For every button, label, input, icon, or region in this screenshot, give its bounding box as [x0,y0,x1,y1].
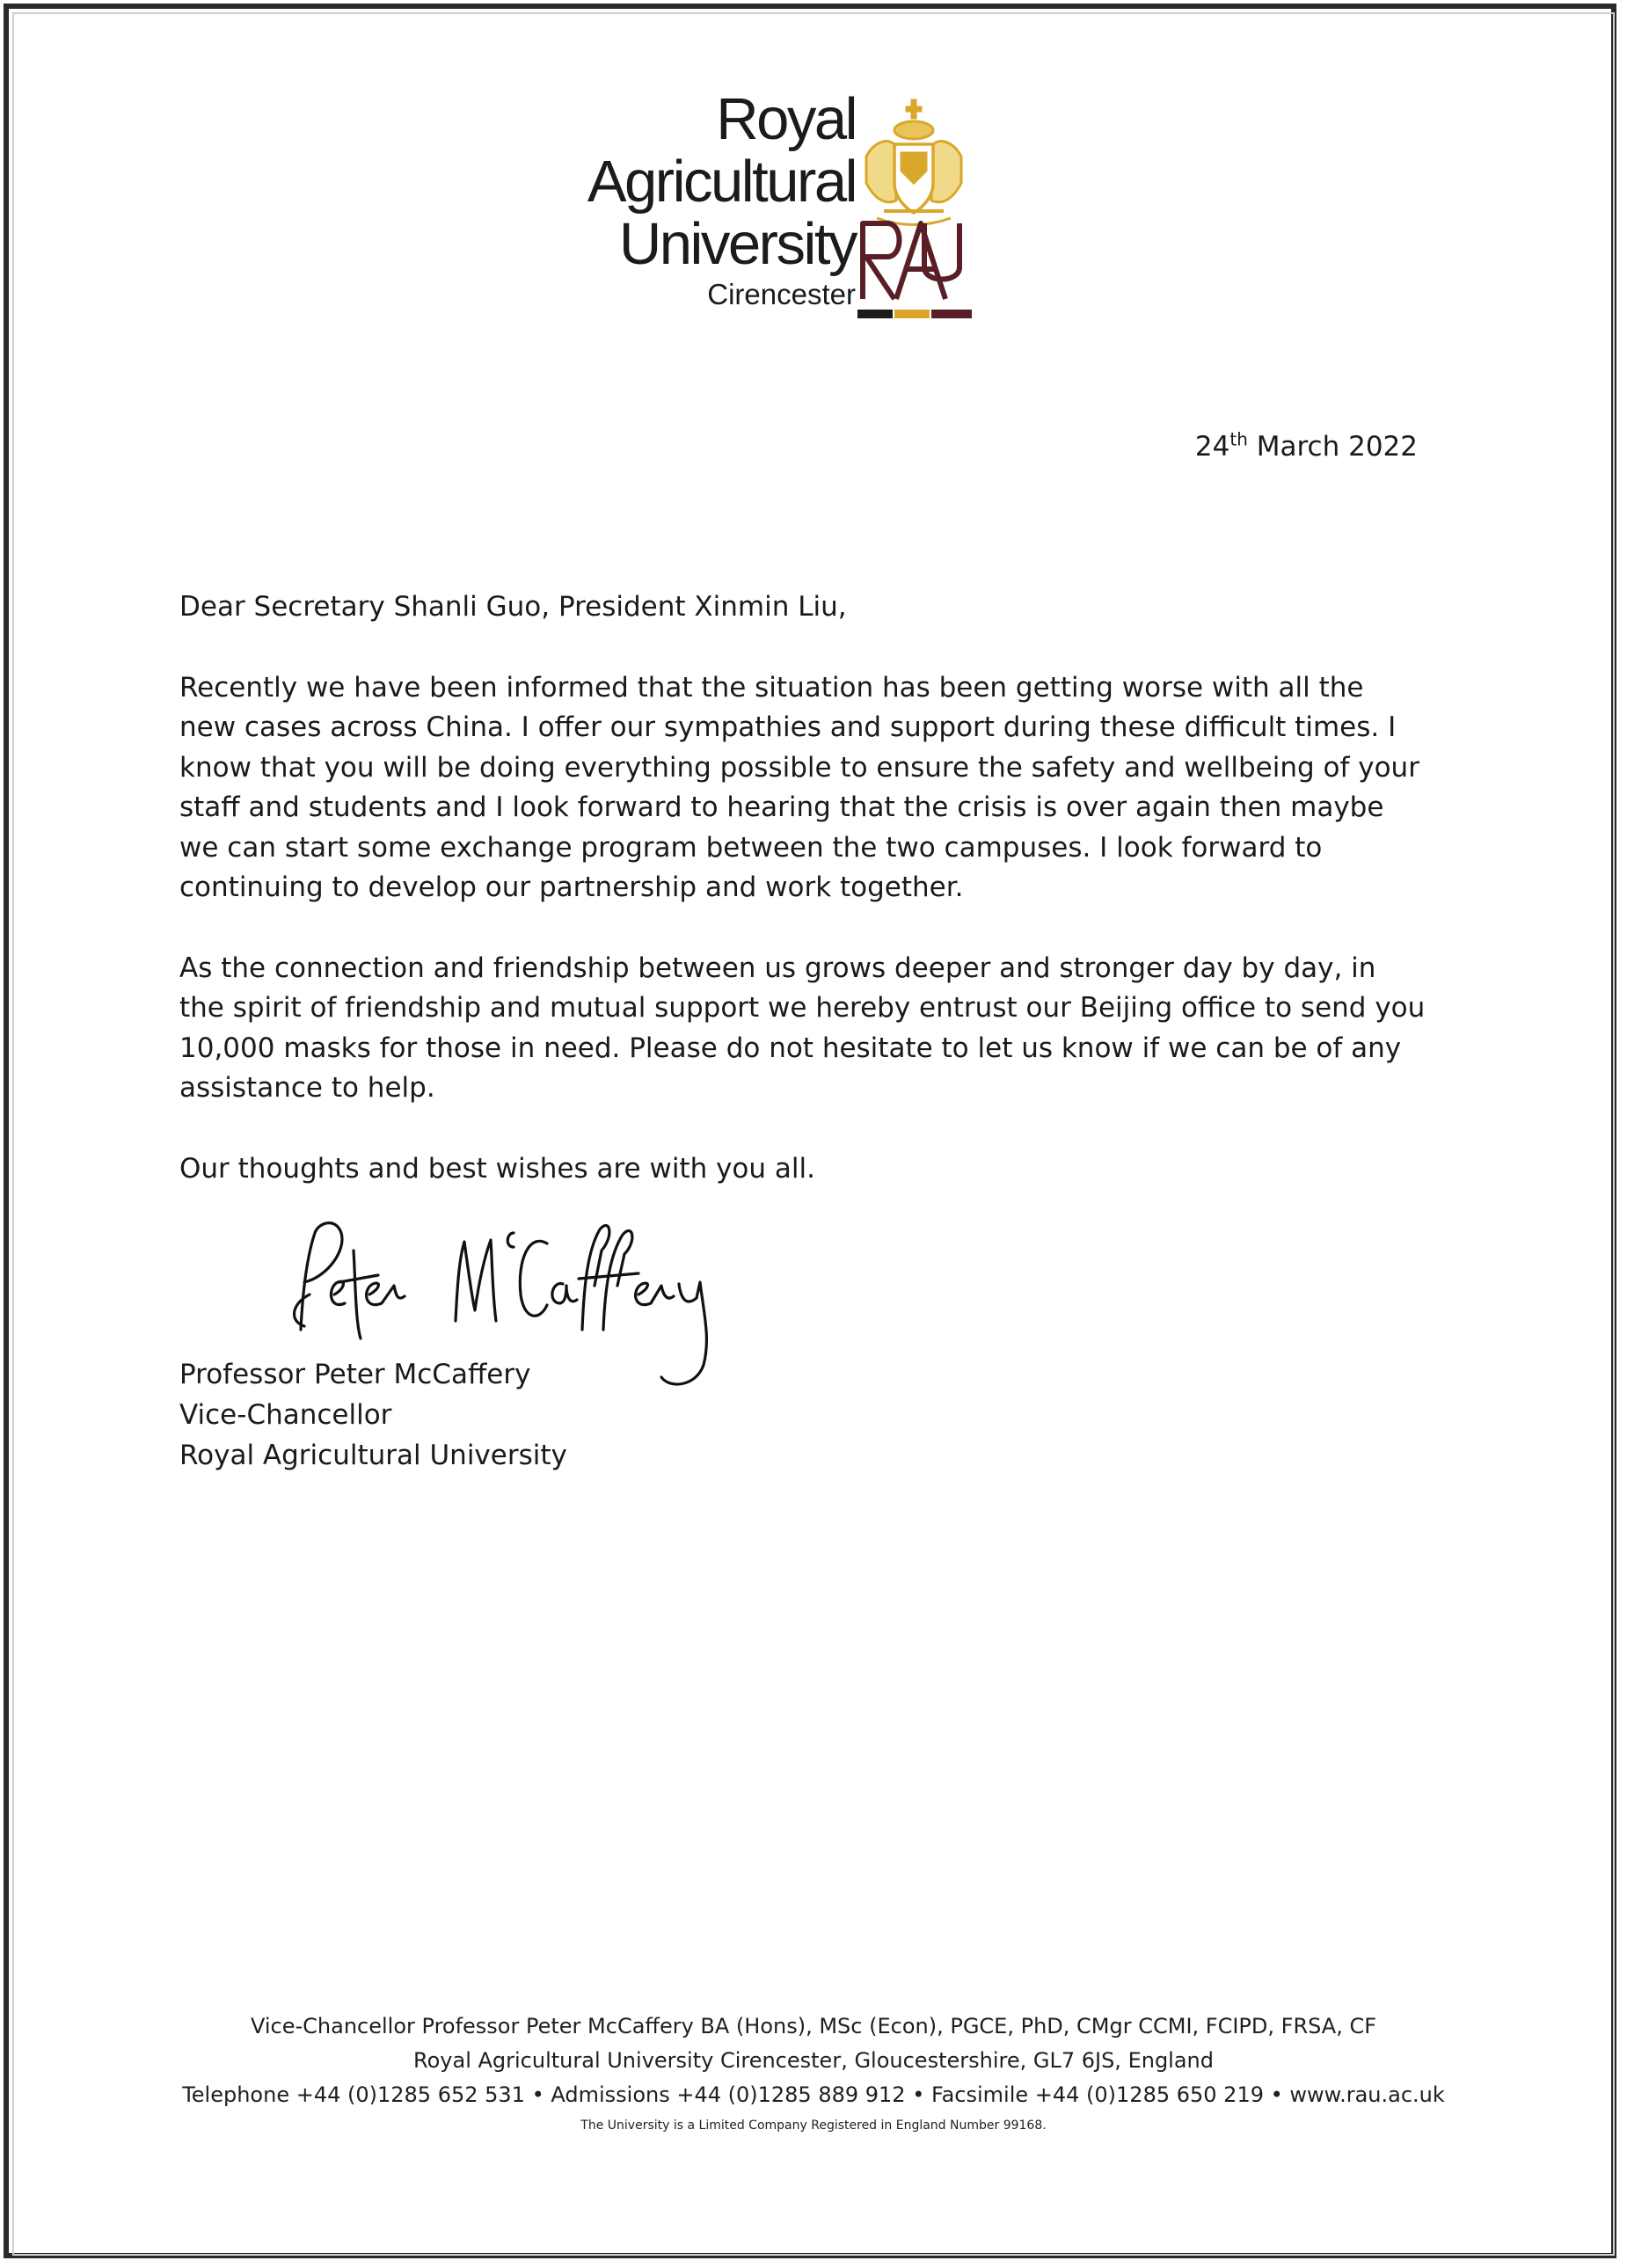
letter-body [179,587,1428,1229]
date-day: 24 [1194,431,1230,463]
logo-line-cirencester: Cirencester [707,278,856,310]
paragraph-2: As the connection and friendship between us grows deeper and stronger day by day, in the spirit of friendship and mutual support we hereby entrust our Beijing office to send you 10,000 masks for those in need. Please do not hesitate to let us know if we can be of any assistance to help. [179,952,1426,1104]
date-suffix: th [1229,428,1248,450]
date-rest: March 2022 [1247,431,1418,463]
logo-wordmark [587,88,856,310]
salutation: Dear Secretary Shanli Guo, President Xinmin Liu, [179,591,847,623]
signatory-title: Vice-Chancellor [179,1399,392,1431]
logo-line-agricultural: Agricultural [587,149,856,215]
crest-monogram-icon [857,95,972,325]
footer-contacts: Telephone +44 (0)1285 652 531 • Admissions +44 (0)1285 889 912 • Facsimile +44 (0)1285 650 219 • www.rau.ac.uk [182,2082,1445,2107]
letter-date [1194,428,1418,463]
logo-line-university: University [618,211,856,277]
letter-footer [0,2009,1627,2135]
signatory-block [179,1354,567,1476]
signatory-org: Royal Agricultural University [179,1440,567,1471]
paragraph-3: Our thoughts and best wishes are with you all. [179,1152,815,1185]
signatory-name: Professor Peter McCaffery [179,1359,531,1390]
university-logo [554,88,976,325]
footer-credentials: Vice-Chancellor Professor Peter McCaffery BA (Hons), MSc (Econ), PGCE, PhD, CMgr CCMI, FCIPD, FRSA, CF [250,2014,1377,2038]
paragraph-1: Recently we have been informed that the situation has been getting worse with all the new cases across China. I offer our sympathies and support during these difficult times. I know that you will be doing everything possible to ensure the safety and wellbeing of your staff and students and I look forward to hearing that the crisis is over again then maybe we can start some exchange program between the two campuses. I look forward to continuing to develop our partnership and work together. [179,671,1419,903]
footer-registration: The University is a Limited Company Registered in England Number 99168. [580,2119,1047,2133]
logo-line-royal: Royal [716,86,856,152]
footer-address: Royal Agricultural University Cirencester, Gloucestershire, GL7 6JS, England [413,2048,1214,2073]
